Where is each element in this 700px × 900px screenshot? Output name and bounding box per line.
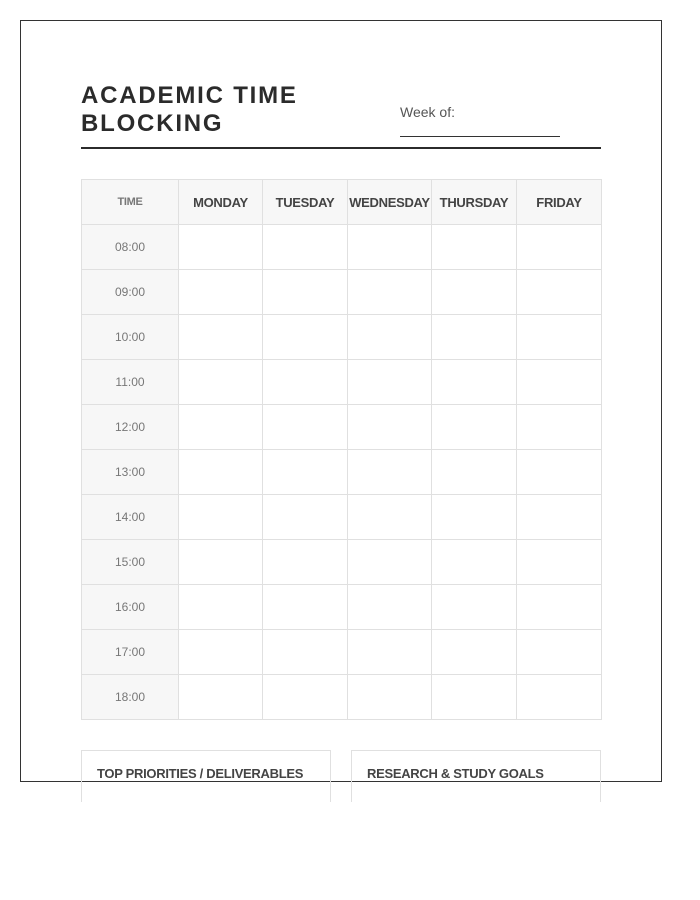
schedule-cell[interactable] [179, 585, 263, 630]
priorities-heading: TOP PRIORITIES / DELIVERABLES [97, 766, 304, 781]
time-cell: 12:00 [82, 405, 179, 450]
time-cell: 08:00 [82, 225, 179, 270]
table-row [82, 360, 602, 405]
schedule-cell[interactable] [348, 630, 432, 675]
column-header-friday: FRIDAY [517, 180, 602, 225]
week-of-label: Week of: [400, 104, 455, 120]
table-row [82, 225, 602, 270]
schedule-cell[interactable] [348, 405, 432, 450]
schedule-cell[interactable] [517, 405, 602, 450]
schedule-cell[interactable] [179, 405, 263, 450]
schedule-cell[interactable] [517, 540, 602, 585]
schedule-cell[interactable] [432, 360, 517, 405]
schedule-cell[interactable] [432, 405, 517, 450]
schedule-cell[interactable] [263, 630, 348, 675]
schedule-cell[interactable] [432, 270, 517, 315]
schedule-cell[interactable] [432, 585, 517, 630]
time-cell: 14:00 [82, 495, 179, 540]
goals-heading: RESEARCH & STUDY GOALS [367, 766, 544, 781]
schedule-cell[interactable] [179, 225, 263, 270]
schedule-cell[interactable] [263, 675, 348, 720]
page-title [81, 82, 298, 138]
time-cell: 16:00 [82, 585, 179, 630]
schedule-cell[interactable] [179, 630, 263, 675]
schedule-cell[interactable] [263, 585, 348, 630]
table-row [82, 585, 602, 630]
table-row [82, 315, 602, 360]
schedule-cell[interactable] [179, 450, 263, 495]
schedule-cell[interactable] [263, 315, 348, 360]
schedule-cell[interactable] [263, 270, 348, 315]
time-cell: 15:00 [82, 540, 179, 585]
goals-section[interactable] [351, 750, 601, 802]
week-of-field[interactable] [400, 136, 560, 137]
column-header-monday: MONDAY [179, 180, 263, 225]
table-row [82, 405, 602, 450]
column-header-time: TIME [82, 180, 179, 225]
time-cell: 18:00 [82, 675, 179, 720]
title-line-2: BLOCKING [81, 110, 224, 137]
table-row [82, 630, 602, 675]
schedule-cell[interactable] [348, 540, 432, 585]
schedule-cell[interactable] [348, 315, 432, 360]
table-row [82, 450, 602, 495]
table-row [82, 270, 602, 315]
schedule-cell[interactable] [432, 315, 517, 360]
schedule-cell[interactable] [263, 540, 348, 585]
schedule-cell[interactable] [517, 360, 602, 405]
title-line-1: ACADEMIC TIME [81, 82, 298, 109]
schedule-cell[interactable] [179, 315, 263, 360]
time-cell: 10:00 [82, 315, 179, 360]
schedule-cell[interactable] [517, 495, 602, 540]
schedule-cell[interactable] [432, 450, 517, 495]
schedule-cell[interactable] [517, 270, 602, 315]
schedule-cell[interactable] [517, 450, 602, 495]
schedule-cell[interactable] [517, 225, 602, 270]
schedule-cell[interactable] [517, 315, 602, 360]
schedule-cell[interactable] [263, 450, 348, 495]
table-row [82, 495, 602, 540]
schedule-cell[interactable] [179, 270, 263, 315]
schedule-cell[interactable] [348, 360, 432, 405]
column-header-wednesday: WEDNESDAY [348, 180, 432, 225]
schedule-cell[interactable] [263, 360, 348, 405]
schedule-cell[interactable] [517, 630, 602, 675]
schedule-cell[interactable] [348, 225, 432, 270]
header-row [82, 180, 602, 225]
schedule-cell[interactable] [432, 225, 517, 270]
header-divider [81, 147, 601, 149]
schedule-cell[interactable] [179, 540, 263, 585]
column-header-thursday: THURSDAY [432, 180, 517, 225]
time-cell: 13:00 [82, 450, 179, 495]
time-cell: 17:00 [82, 630, 179, 675]
schedule-cell[interactable] [263, 405, 348, 450]
table-row [82, 540, 602, 585]
schedule-cell[interactable] [348, 270, 432, 315]
schedule-cell[interactable] [263, 225, 348, 270]
schedule-cell[interactable] [517, 675, 602, 720]
schedule-cell[interactable] [348, 450, 432, 495]
schedule-cell[interactable] [348, 495, 432, 540]
schedule-cell[interactable] [432, 540, 517, 585]
schedule-cell[interactable] [179, 495, 263, 540]
schedule-table [81, 179, 602, 720]
schedule-cell[interactable] [432, 495, 517, 540]
schedule-cell[interactable] [263, 495, 348, 540]
schedule-cell[interactable] [348, 675, 432, 720]
schedule-cell[interactable] [179, 360, 263, 405]
table-row [82, 675, 602, 720]
schedule-cell[interactable] [517, 585, 602, 630]
time-cell: 09:00 [82, 270, 179, 315]
schedule-cell[interactable] [432, 675, 517, 720]
time-cell: 11:00 [82, 360, 179, 405]
priorities-section[interactable] [81, 750, 331, 802]
schedule-cell[interactable] [179, 675, 263, 720]
column-header-tuesday: TUESDAY [263, 180, 348, 225]
schedule-cell[interactable] [432, 630, 517, 675]
schedule-cell[interactable] [348, 585, 432, 630]
